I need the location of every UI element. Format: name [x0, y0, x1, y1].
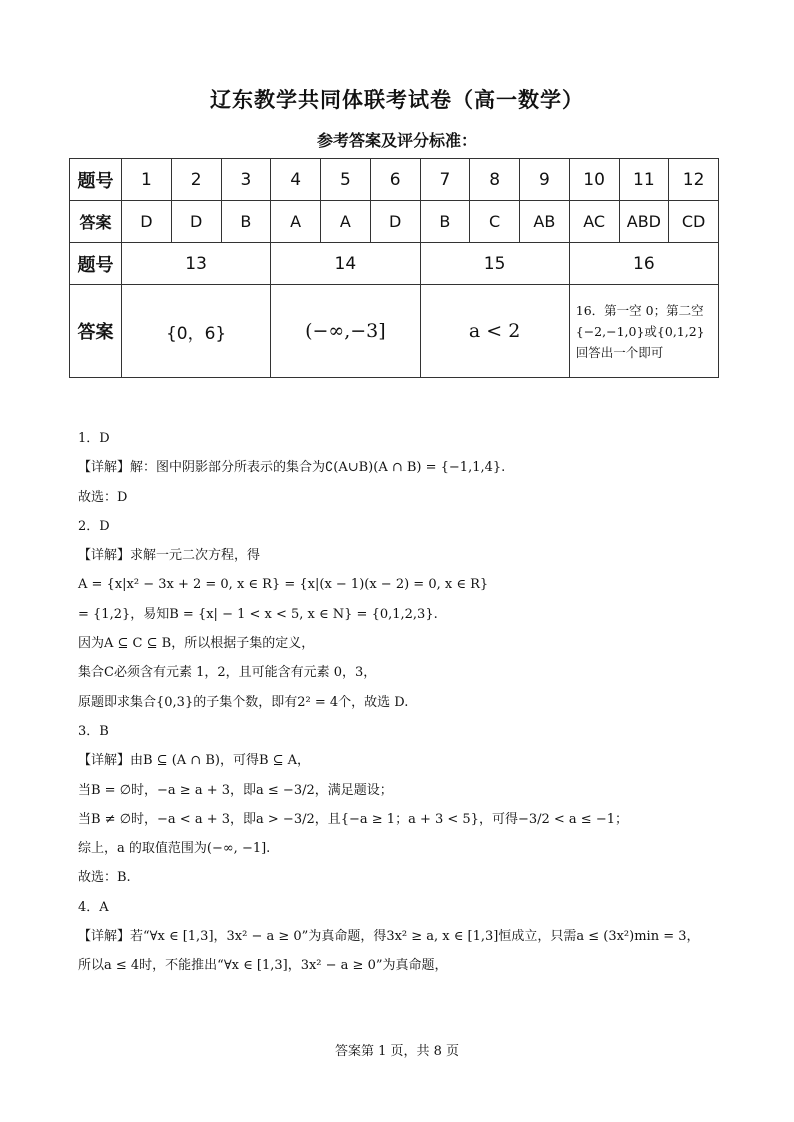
answer-cell: {0，6}: [122, 285, 271, 378]
question-number-cell: 13: [122, 243, 271, 285]
row-header-answer: 答案: [70, 285, 122, 378]
answer-cell: B: [221, 201, 271, 243]
solution-line: 当B ≠ ∅时，−a < a + 3，即a > −3/2，且{−a ≥ 1；a + 3 < 5}，可得−3/2 < a ≤ −1；: [78, 811, 628, 827]
table-row: [70, 159, 719, 201]
solution-line: 【详解】由B ⊆ (A ∩ B)，可得B ⊆ A，: [78, 753, 311, 769]
solution-body: [78, 424, 718, 981]
page-footer: 答案第 1 页，共 8 页: [334, 1044, 460, 1059]
answer-cell: AB: [520, 201, 570, 243]
question-number-cell: 1: [122, 159, 172, 201]
answer-cell: B: [420, 201, 470, 243]
question-number-cell: 16: [569, 243, 718, 285]
row-header-number: 题号: [70, 243, 122, 285]
table-row: [70, 243, 719, 285]
question-number-cell: 7: [420, 159, 470, 201]
question-number-cell: 5: [321, 159, 371, 201]
answer-cell: D: [370, 201, 420, 243]
solution-line: 【详解】求解一元二次方程，得: [78, 548, 261, 564]
answer-cell: (−∞,−3]: [271, 285, 420, 378]
solution-line: 【详解】解：图中阴影部分所表示的集合为∁(A∪B)(A ∩ B) = {−1,1,4}.: [78, 460, 506, 476]
solution-line: 因为A ⊆ C ⊆ B，所以根据子集的定义，: [78, 636, 315, 652]
solution-line: A = {x|x² − 3x + 2 = 0, x ∈ R} = {x|(x − 1)(x − 2) = 0, x ∈ R}: [78, 577, 489, 593]
solution-line: 故选：D: [78, 489, 128, 505]
question-number-cell: 3: [221, 159, 271, 201]
row-header-answer: 答案: [70, 201, 122, 243]
question-number-cell: 4: [271, 159, 321, 201]
solution-line: 综上，a 的取值范围为(−∞, −1].: [78, 841, 271, 857]
solution-line: 故选：B.: [78, 870, 131, 886]
question-number-cell: 10: [569, 159, 619, 201]
row-header-number: 题号: [70, 159, 122, 201]
solution-line: 4．A: [78, 899, 109, 915]
question-number-cell: 9: [520, 159, 570, 201]
page-subtitle: 参考答案及评分标准：: [316, 131, 477, 150]
answer-cell: C: [470, 201, 520, 243]
question-number-cell: 12: [669, 159, 719, 201]
answer-cell: A: [271, 201, 321, 243]
table-row: [70, 201, 719, 243]
solution-line: 3．B: [78, 723, 109, 739]
question-number-cell: 2: [171, 159, 221, 201]
solution-line: 所以a ≤ 4时，不能推出“∀x ∈ [1,3]，3x² − a ≥ 0”为真命题，: [78, 958, 448, 974]
answer-cell: CD: [669, 201, 719, 243]
solution-line: 【详解】若“∀x ∈ [1,3]，3x² − a ≥ 0”为真命题，得3x² ≥ a, x ∈ [1,3]恒成立，只需a ≤ (3x²)min = 3，: [78, 929, 700, 945]
answer-cell: A: [321, 201, 371, 243]
solution-line: 2．D: [78, 518, 110, 534]
answer-cell: D: [122, 201, 172, 243]
answer-cell: 16．第一空 0；第二空{−2,−1,0}或{0,1,2}回答出一个即可: [569, 285, 718, 378]
table-row: [70, 285, 719, 378]
solution-line: 集合C必须含有元素 1，2，且可能含有元素 0，3，: [78, 665, 377, 681]
question-number-cell: 14: [271, 243, 420, 285]
question-number-cell: 15: [420, 243, 569, 285]
answer-table: [69, 158, 719, 378]
solution-line: 1．D: [78, 431, 110, 446]
question-number-cell: 8: [470, 159, 520, 201]
answer-cell: ABD: [619, 201, 669, 243]
solution-line: 当B = ∅时，−a ≥ a + 3，即a ≤ −3/2，满足题设；: [78, 782, 393, 798]
question-number-cell: 11: [619, 159, 669, 201]
answer-cell: AC: [569, 201, 619, 243]
page-title: 辽东教学共同体联考试卷（高一数学）: [210, 88, 584, 112]
solution-line: = {1,2}，易知B = {x| − 1 < x < 5, x ∈ N} = {0,1,2,3}.: [78, 606, 438, 622]
solution-line: 原题即求集合{0,3}的子集个数，即有2² = 4个，故选 D.: [78, 694, 409, 710]
question-number-cell: 6: [370, 159, 420, 201]
answer-cell: a < 2: [420, 285, 569, 378]
answer-cell: D: [171, 201, 221, 243]
